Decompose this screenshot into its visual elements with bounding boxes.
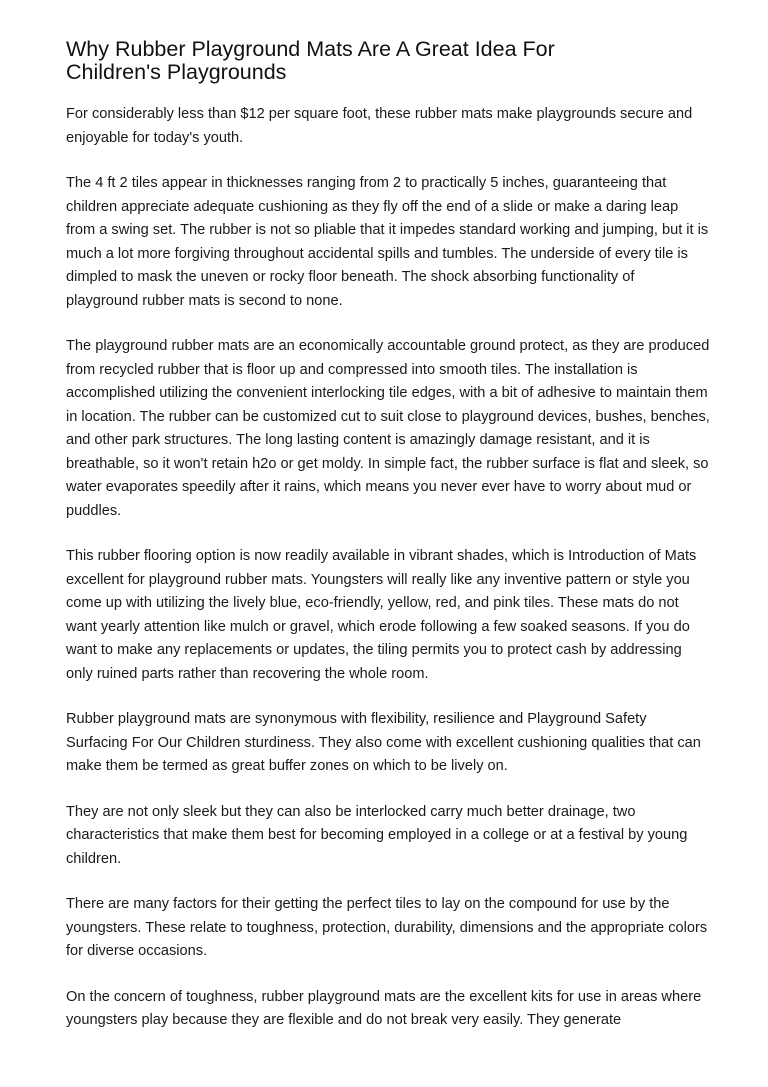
- paragraph-2: The 4 ft 2 tiles appear in thicknesses ranging from 2 to practically 5 inches, guaranteeing that children appreciate adequate cushioning as they fly off the end of a slide or make a daring leap from a swing set. The rubber is not so pliable that it impedes standard working and jumping, but it is much a lot more forgiving throughout accidental spills and tumbles. The underside of every tile is dimpled to mask the uneven or rocky floor beneath. The shock absorbing functionality of playground rubber mats is second to none.: [66, 175, 709, 309]
- paragraph-7: There are many factors for their getting the perfect tiles to lay on the compound for use by the youngsters. These relate to toughness, protection, durability, dimensions and the appropriate colors for diverse occasions.: [66, 896, 708, 959]
- page-title: [66, 38, 710, 84]
- paragraph-3: The playground rubber mats are an economically accountable ground protect, as they are produced from recycled rubber that is floor up and compressed into smooth tiles. The installation is accomplished utilizing the convenient interlocking tile edges, with a bit of adhesive to maintain them in location. The rubber can be customized cut to suit close to playground devices, bushes, benches, and other park structures. The long lasting content is amazingly damage resistant, and it is breathable, so it won't retain h2o or get moldy. In simple fact, the rubber surface is flat and sleek, so water evaporates speedily after it rains, which means you never ever have to worry about mud or puddles.: [66, 338, 710, 519]
- paragraph-4: This rubber flooring option is now readily available in vibrant shades, which is Introduction of Mats excellent for playground rubber mats. Youngsters will really like any inventive pattern or style you come up with utilizing the lively blue, eco-friendly, yellow, red, and pink tiles. These mats do not want yearly attention like mulch or gravel, which erode following a few soaked seasons. If you do want to make any replacements or updates, the tiling permits you to protect cash by addressing only ruined parts rather than recovering the whole room.: [66, 548, 697, 682]
- paragraph-8: On the concern of toughness, rubber playground mats are the excellent kits for use in areas where youngsters play because they are flexible and do not break very easily. They generate: [66, 988, 702, 1028]
- paragraph-1: For considerably less than $12 per square foot, these rubber mats make playgrounds secure and enjoyable for today's youth.: [66, 106, 693, 146]
- title-line-2: Children's Playgrounds: [66, 60, 287, 84]
- paragraph-6: They are not only sleek but they can also be interlocked carry much better drainage, two characteristics that make them best for becoming employed in a college or at a festival by young children.: [66, 803, 688, 867]
- article-body: [66, 103, 710, 1033]
- paragraph-5: Rubber playground mats are synonymous with flexibility, resilience and Playground Safety Surfacing For Our Children sturdiness. They also come with excellent cushioning qualities that can make them be termed as great buffer zones on which to be lively on.: [66, 711, 701, 774]
- title-line-1: Why Rubber Playground Mats Are A Great Idea For: [66, 37, 555, 61]
